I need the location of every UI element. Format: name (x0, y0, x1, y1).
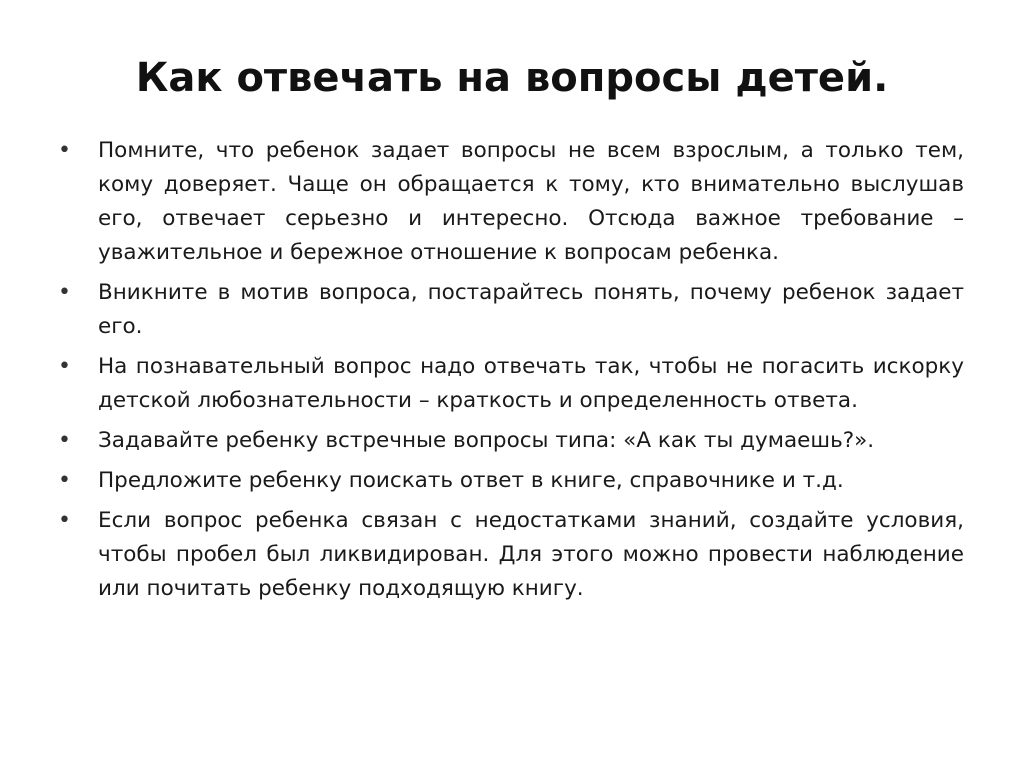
slide-title: Как отвечать на вопросы детей. (135, 55, 889, 101)
bullet-dot-icon: • (58, 508, 71, 533)
bullet-text: Вникните в мотив вопроса, постарайтесь понять, почему ребенок задает его. (98, 280, 964, 339)
bullet-item (56, 276, 964, 344)
bullet-dot-icon: • (58, 468, 71, 493)
bullet-item (56, 504, 964, 606)
bullet-dot-icon: • (58, 138, 71, 163)
bullet-text: Задавайте ребенку встречные вопросы типа: «А как ты думаешь?». (98, 428, 875, 453)
bullet-dot-icon: • (58, 354, 71, 379)
bullet-text: Помните, что ребенок задает вопросы не всем взрослым, а только тем, кому доверяет. Чаще он обращается к тому, кто внимательно выслушав его, отвечает серьезно и интересно. Отсюда важное требование – уважительное и бережное отношение к вопросам ребенка. (98, 138, 964, 265)
bullet-text: Если вопрос ребенка связан с недостатками знаний, создайте условия, чтобы пробел был ликвидирован. Для этого можно провести наблюдение или почитать ребенку подходящую книгу. (98, 508, 964, 601)
bullet-item (56, 464, 964, 498)
bullet-dot-icon: • (58, 280, 71, 305)
bullet-item (56, 424, 964, 458)
bullet-item (56, 350, 964, 418)
bullet-dot-icon: • (58, 428, 71, 453)
bullet-text: Предложите ребенку поискать ответ в книге, справочнике и т.д. (98, 468, 844, 493)
bullet-item (56, 134, 964, 270)
bullet-text: На познавательный вопрос надо отвечать так, чтобы не погасить искорку детской любознательности – краткость и определенность ответа. (98, 354, 964, 413)
bullet-list (56, 134, 964, 612)
